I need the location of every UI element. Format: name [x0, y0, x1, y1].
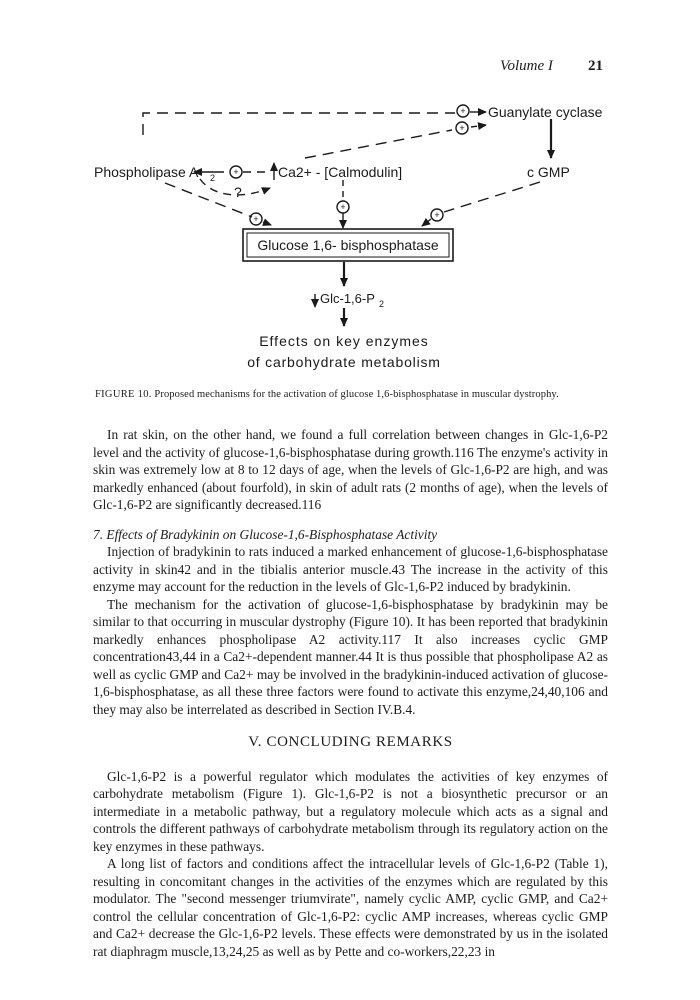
plus-sign: + [340, 202, 346, 212]
enzyme-box-label: Glucose 1,6- bisphosphatase [257, 237, 439, 253]
paragraph-bradykinin-injection: Injection of bradykinin to rats induced a marked enhancement of glucose-1,6-bisphosphatase activity in skin42 and in the tibialis anterior muscle.43 The increase in the activity of this enzyme may account for the reduction in the levels of Glc-1,6-P2 induced by bradykinin. [93, 544, 608, 594]
dashed-line-top [143, 113, 455, 135]
arrow-to-box-left [263, 222, 271, 225]
dashed-line-cgmp-to-box [444, 182, 540, 212]
arrow-to-guanylate-2 [471, 125, 486, 127]
plus-sign: + [459, 123, 465, 133]
section-title: V. CONCLUDING REMARKS [248, 734, 453, 750]
paragraph-regulator: Glc-1,6-P2 is a powerful regulator which modulates the activities of key enzymes of carbohydrate metabolism (Figure 1). Glc-1,6-P2 is not a biosynthetic precursor or an intermediate in a metabolic pathway, but a regulatory molecule which acts as a signal and controls the different pathways of carbohydrate metabolism through its regulatory action on the key enzymes in these pathways. [93, 768, 608, 854]
caption-text: Proposed mechanisms for the activation of glucose 1,6-bisphosphatase in muscular dystrophy. [154, 389, 559, 400]
figure-caption [95, 389, 625, 400]
phospholipase-label: Phospholipase A [94, 164, 199, 180]
page-number: 21 [588, 58, 603, 74]
plus-sign: + [253, 214, 259, 224]
dashed-line-ca-to-cyclase [305, 130, 452, 158]
plus-sign: + [233, 167, 239, 177]
volume-label: Volume I [500, 58, 553, 74]
body-text [93, 426, 608, 960]
ca-calmodulin-label: Ca2+ - [Calmodulin] [278, 164, 403, 180]
glc-product-label: Glc-1,6-P [320, 291, 375, 306]
question-mark: ? [234, 184, 242, 200]
guanylate-cyclase-label: Guanylate cyclase [488, 104, 603, 120]
figure-10-diagram [0, 0, 700, 400]
arrow-to-box-right [422, 219, 431, 226]
paragraph-skin: In rat skin, on the other hand, we found a full correlation between changes in Glc-1,6-P2 level and the activity of glucose-1,6-bisphosphatase during growth.116 The enzyme's activity in skin was extremely low at 8 to 12 days of age, when the levels of Glc-1,6-P2 are high, and was markedly enhanced (about fourfold), in skin of adult rats (2 months of age), when the levels of Glc-1,6-P2 are significantly decreased.116 [93, 427, 608, 512]
cgmp-label: c GMP [527, 164, 570, 180]
effects-line-2: of carbohydrate metabolism [247, 354, 441, 370]
glc-subscript: 2 [379, 299, 385, 309]
subsection-heading: 7. Effects of Bradykinin on Glucose-1,6-Bisphosphatase Activity [93, 526, 438, 542]
plus-sign: + [434, 210, 440, 220]
plus-sign: + [460, 106, 466, 116]
effects-line-1: Effects on key enzymes [259, 333, 429, 349]
caption-label: FIGURE 10. [95, 389, 152, 400]
phospholipase-subscript: 2 [210, 173, 216, 183]
paragraph-factors: A long list of factors and conditions affect the intracellular levels of Glc-1,6-P2 (Table 1), resulting in concomitant changes in the activities of the enzymes which are regulated by this modulator. The "second messenger triumvirate", namely cyclic AMP, cyclic GMP, and Ca2+ control the cellular concentration of Glc-1,6-P2: cyclic AMP increases, whereas cyclic GMP and Ca2+ decrease the Glc-1,6-P2 levels. These effects were demonstrated by us in the isolated rat diaphragm muscle,13,24,25 as well as by Pette and co-workers,22,23 in [93, 856, 608, 959]
paragraph-mechanism: The mechanism for the activation of glucose-1,6-bisphosphatase by bradykinin may be similar to that occurring in muscular dystrophy (Figure 10). It has been reported that bradykinin markedly enhances phospholipase A2 activity.117 It also increases cyclic GMP concentration43,44 in a Ca2+-dependent manner.44 It is thus possible that phospholipase A2 as well as cyclic GMP and Ca2+ may be involved in the bradykinin-induced activation of glucose-1,6-bisphosphatase, as all these three factors were found to activate this enzyme,24,40,106 and they may also be interrelated as described in Section IV.B.4. [93, 596, 608, 717]
